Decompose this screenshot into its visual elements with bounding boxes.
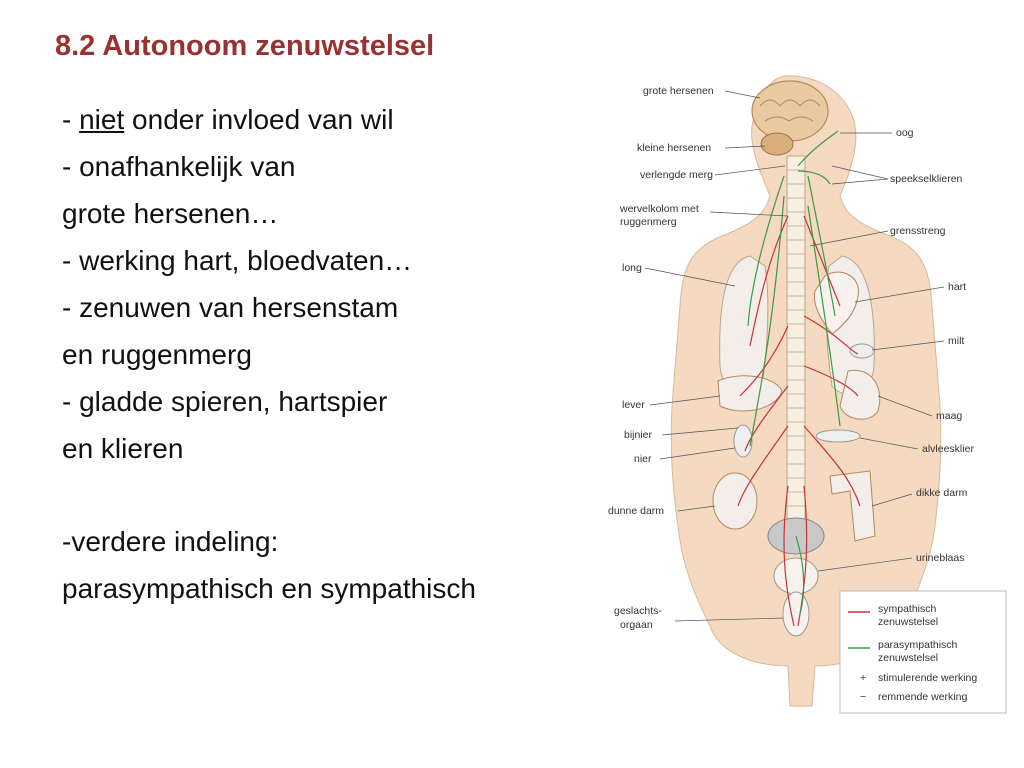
genital-shape [783,592,809,636]
anatomy-diagram [600,66,1010,726]
bullet-line-7: - gladde spieren, hartspier [62,386,388,417]
legend-sympathetic-2: zenuwstelsel [878,616,939,628]
slide-title: 8.2 Autonoom zenuwstelsel [55,30,435,62]
bullet-line-10: parasympathisch en sympathisch [62,573,476,604]
label-nier: nier [634,453,652,465]
label-grensstreng: grensstreng [890,225,946,237]
bullet-line-9: -verdere indeling: [62,526,279,557]
label-maag: maag [936,410,963,422]
label-lever: lever [622,399,645,411]
bullet-line-6: en ruggenmerg [62,339,252,370]
legend-parasympathetic-2: zenuwstelsel [878,652,939,664]
label-urineblaas: urineblaas [916,552,965,564]
label-speekselklieren: speekselklieren [890,173,963,185]
legend-plus-symbol: + [860,672,867,684]
legend-sympathetic-1: sympathisch [878,603,937,615]
nervous-system-figure [600,66,1010,726]
bullet-spacer [62,472,476,518]
label-long: long [622,262,642,274]
spinal-column [787,156,805,536]
legend [840,591,1006,713]
bullet-line-5: - zenuwen van hersenstam [62,292,399,323]
label-wervelkolom-1: wervelkolom met [620,203,699,215]
label-geslachts-1: geslachts- [614,605,662,617]
underlined-word: niet [79,104,125,135]
label-alvleesklier: alvleesklier [922,443,974,455]
label-milt: milt [948,335,965,347]
label-bijnier: bijnier [624,429,653,441]
bullet-line-3: grote hersenen… [62,198,279,229]
label-dunne-darm: dunne darm [608,505,665,517]
bullet-list [62,96,476,612]
legend-minus-symbol: − [860,691,867,703]
brain-shape [752,81,828,141]
label-wervelkolom-2: ruggenmerg [620,216,677,228]
label-dikke-darm: dikke darm [916,487,968,499]
cerebellum-shape [761,133,793,155]
label-verlengde-merg: verlengde merg [640,169,713,181]
label-grote-hersenen: grote hersenen [643,85,714,97]
label-geslachts-2: orgaan [620,619,653,631]
label-kleine-hersenen: kleine hersenen [637,142,712,154]
bullet-line-2: - onafhankelijk van [62,151,296,182]
label-hart: hart [948,281,967,293]
bullet-line-8: en klieren [62,433,184,464]
bullet-line-4: - werking hart, bloedvaten… [62,245,413,276]
legend-stimulating: stimulerende werking [878,672,978,684]
bullet-line-1: - niet onder invloed van wil [62,104,394,135]
legend-inhibiting: remmende werking [878,691,968,703]
pancreas-shape [816,430,860,442]
legend-parasympathetic-1: parasympathisch [878,639,958,651]
label-oog: oog [896,127,914,139]
bladder-shape [774,558,818,594]
